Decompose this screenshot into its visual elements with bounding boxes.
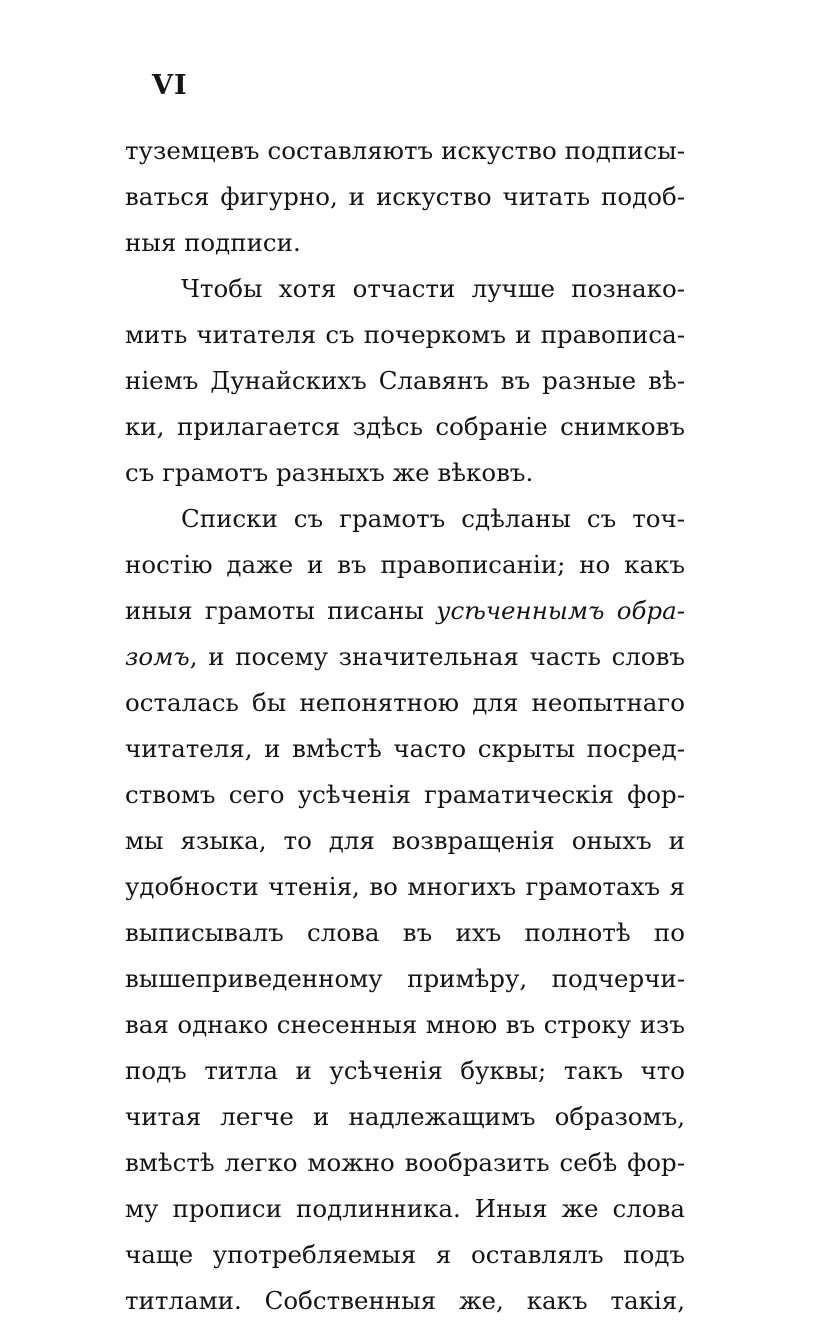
text-line: удобности чтенія, во многихъ грамотахъ я: [125, 872, 685, 901]
text-line: ваться фигурно, и искуство читать подоб-: [125, 182, 685, 211]
text-line: ныя подписи.: [125, 228, 301, 257]
text-line: читая легче и надлежащимъ образомъ,: [125, 1102, 685, 1131]
text-line: читателя, и вмѣстѣ часто скрыты посред-: [125, 734, 685, 763]
text-line: му прописи подлинника. Иныя же слова: [125, 1194, 685, 1223]
text-line: выписывалъ слова въ ихъ полнотѣ по: [125, 918, 685, 947]
text-line: ки, прилагается здѣсь собраніе снимковъ: [125, 412, 685, 441]
text-line: ностію даже и въ правописаніи; но какъ: [125, 550, 685, 579]
text-line: Списки съ грамотъ сдѣланы съ точ-: [181, 504, 685, 533]
text-line: вая однако снесенныя мною въ строку изъ: [125, 1010, 685, 1039]
text-segment: иныя грамоты писаны: [125, 596, 424, 625]
text-line: мить читателя съ почеркомъ и правописа-: [125, 320, 685, 349]
body-text: [125, 128, 685, 1324]
text-line: мы языка, то для возвращенія оныхъ и: [125, 826, 685, 855]
text-line: вышеприведенному примѣру, подчерчи-: [125, 964, 685, 993]
text-segment: , и посему значительная часть словъ: [189, 642, 685, 671]
text-line: ніемъ Дунайскихъ Славянъ въ разные вѣ-: [125, 366, 685, 395]
text-line: подъ титла и усѣченія буквы; такъ что: [125, 1056, 685, 1085]
paragraph-3: [125, 496, 685, 1324]
page-number: VI: [152, 70, 188, 101]
text-line: ствомъ сего усѣченія граматическія фор-: [125, 780, 685, 809]
text-line: туземцевъ составляютъ искуство подписы-: [125, 136, 685, 165]
text-line-with-italic: [125, 588, 685, 634]
text-line: титлами. Собственныя же, какъ такія,: [125, 1286, 685, 1315]
paragraph-1: [125, 128, 685, 266]
text-line: Чтобы хотя отчасти лучше познако-: [181, 274, 685, 303]
italic-segment: зомъ: [125, 642, 190, 671]
text-line: чаще употребляемыя я оставлялъ подъ: [125, 1240, 685, 1269]
text-line: съ грамотъ разныхъ же вѣковъ.: [125, 458, 534, 487]
text-line-with-italic: [125, 634, 685, 680]
text-line: вмѣстѣ легко можно вообразить себѣ фор-: [125, 1148, 685, 1177]
italic-segment: усѣченнымъ обра-: [436, 596, 685, 625]
paragraph-2: [125, 266, 685, 496]
text-line: осталась бы непонятною для неопытнаго: [125, 688, 685, 717]
